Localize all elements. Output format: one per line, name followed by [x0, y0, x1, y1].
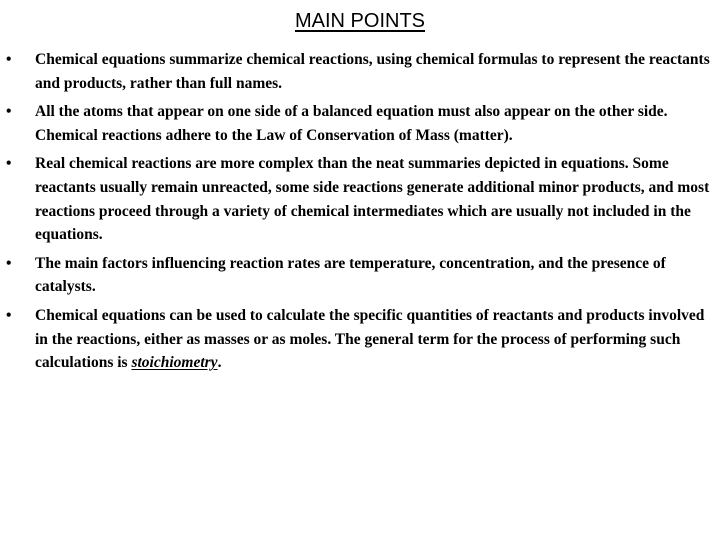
list-item — [0, 252, 714, 299]
point-text: Chemical equations summarize chemical reactions, using chemical formulas to represent the reactants and products, rather than full names. — [35, 51, 710, 92]
main-points-list — [0, 48, 714, 380]
list-item — [0, 100, 714, 147]
page-title: MAIN POINTS — [294, 10, 425, 32]
point-text-after: . — [217, 354, 222, 372]
bullet-icon: • — [6, 51, 12, 68]
point-text: Real chemical reactions are more complex than the neat summaries depicted in equations. Some reactants usually remain unreacted, some side reactions generate additional minor products, and most reactions proceed through a variety of chemical intermediates which are usually not included in the equations. — [35, 155, 710, 244]
list-item — [0, 304, 714, 375]
bullet-icon: • — [6, 254, 12, 272]
bullet-icon: • — [6, 103, 12, 121]
point-text-before: Chemical equations can be used to calculate the specific quantities of reactants and products involved in the reactions, either as masses or as moles. The general term for the process of performing such calculations is — [35, 306, 705, 372]
list-item — [0, 152, 714, 246]
point-text: All the atoms that appear on one side of a balanced equation must also appear on the other side. Chemical reactions adhere to the Law of Conservation of Mass (matter). — [35, 103, 668, 144]
point-text — [35, 307, 704, 371]
bullet-icon: • — [6, 155, 12, 173]
bullet-icon: • — [6, 306, 12, 324]
point-text: The main factors influencing reaction rates are temperature, concentration, and the presence of catalysts. — [35, 254, 666, 296]
stoichiometry-term: stoichiometry — [131, 354, 218, 372]
list-item — [0, 48, 714, 95]
